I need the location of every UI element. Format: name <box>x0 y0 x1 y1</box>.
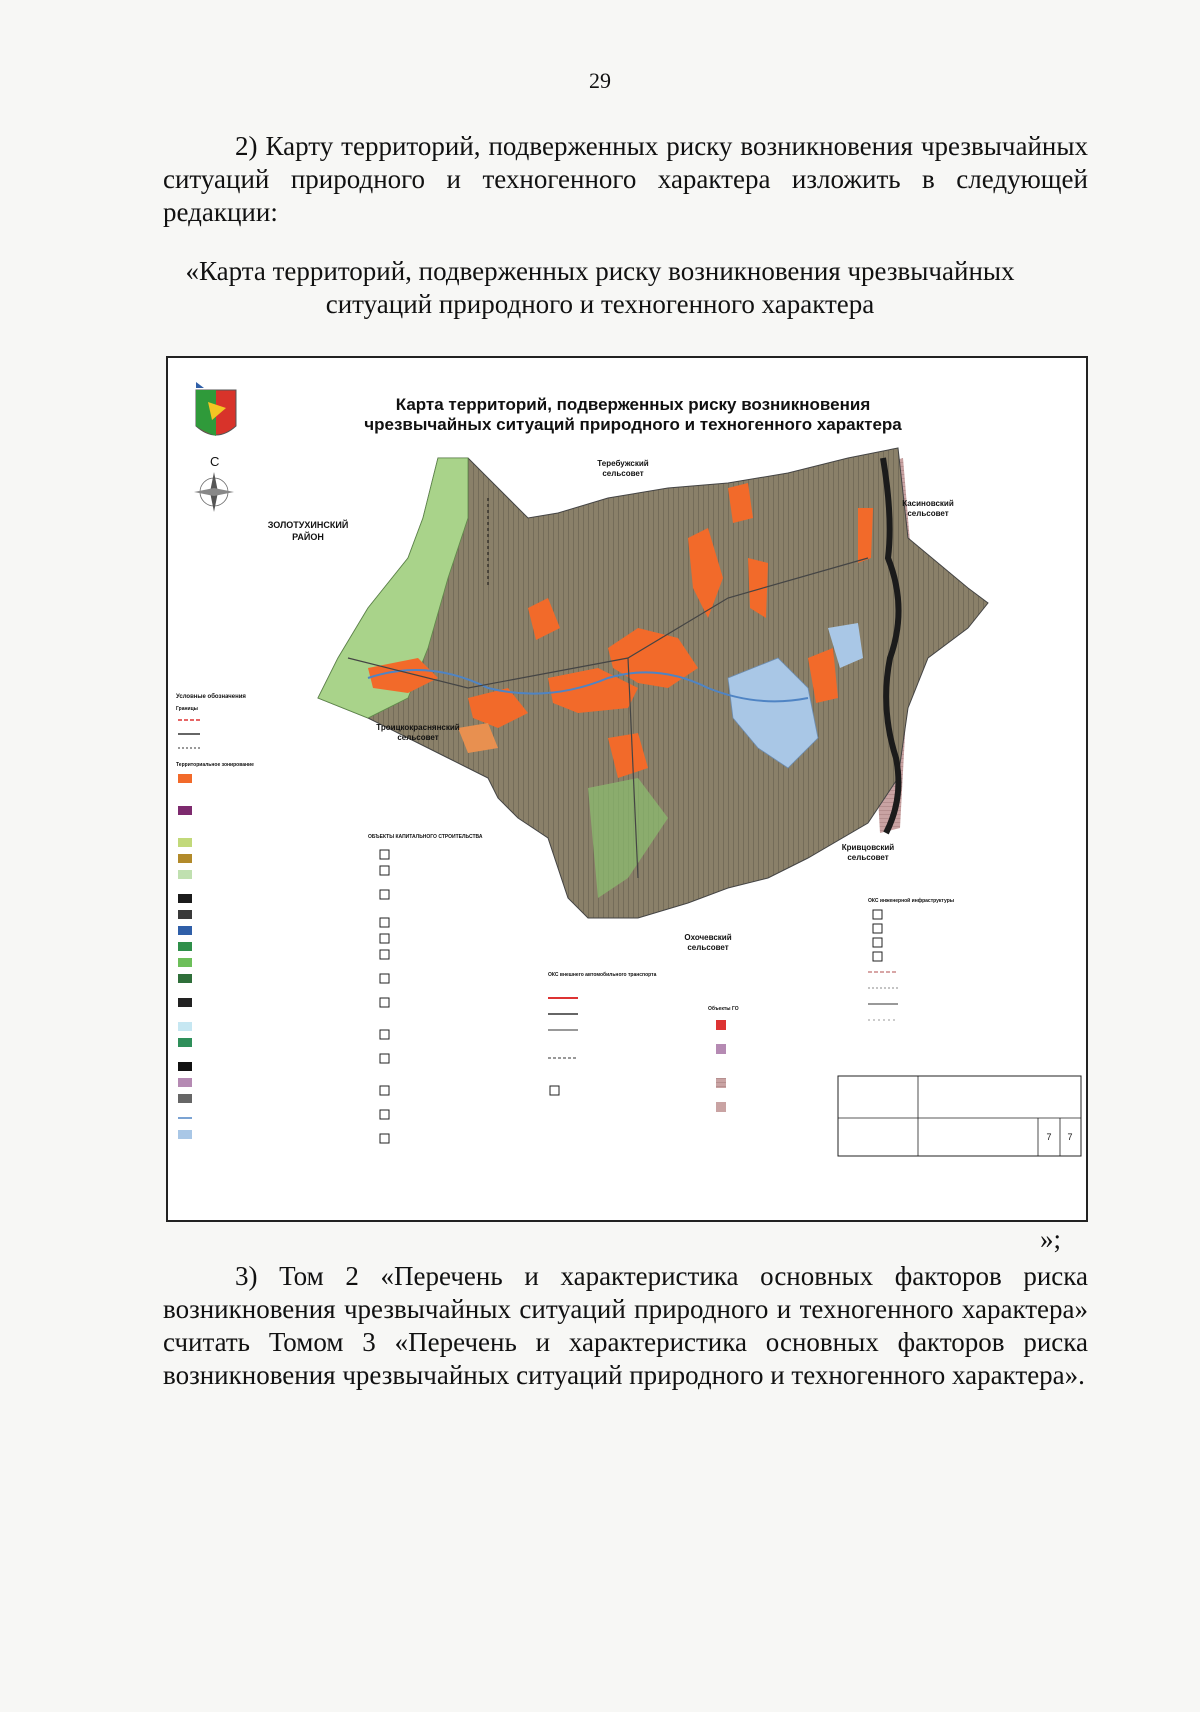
compass-north-label: С <box>210 454 220 469</box>
paragraph-2-text: 2) Карту территорий, подверженных риску возникновения чрезвычайных ситуаций природного и техногенного характера изложить в следующей редакции: <box>163 131 1088 227</box>
paragraph-3-text: 3) Том 2 «Перечень и характеристика основных факторов риска возникновения чрезвычайных ситуаций природного и техногенного характера» считать Томом 3 «Перечень и характеристика основных факторов риска возникновения чрезвычайных ситуаций природного и техногенного характера». <box>163 1261 1088 1390</box>
region-label-troitskokrasninsky-1: Троицкокраснянский <box>376 723 460 732</box>
map-image <box>166 356 1088 1222</box>
map-title-line-2: чрезвычайных ситуаций природного и техногенного характера <box>364 415 902 434</box>
coat-of-arms-icon <box>196 382 236 436</box>
stamp-sheet-number: 7 <box>1046 1132 1052 1142</box>
map-heading-line-1: «Карта территорий, подверженных риску возникновения чрезвычайных <box>185 256 1015 286</box>
region-label-krivtsovsky-1: Кривцовский <box>841 843 895 852</box>
compass-rose-icon <box>194 454 234 512</box>
legend-group-borders: Границы <box>176 706 198 712</box>
map-title-line-1: Карта территорий, подверженных риску возникновения <box>395 395 871 414</box>
region-label-terebuzhsky-1: Теребужский <box>597 459 649 468</box>
map-heading-line-2: ситуаций природного и техногенного характера <box>325 289 875 319</box>
region-label-okhochevsky-1: Охочевский <box>684 933 732 942</box>
region-label-kasinovsky-1: Касиновский <box>902 499 954 508</box>
legend-group-transport: ОКС внешнего автомобильного транспорта <box>548 972 657 978</box>
legend-left <box>176 693 254 1139</box>
legend-right <box>868 897 954 1020</box>
map-heading <box>0 255 1200 321</box>
region-label-troitskokrasninsky-2: сельсовет <box>397 733 439 742</box>
legend-group-go: Объекты ГО <box>708 1006 739 1012</box>
region-label-kasinovsky-2: сельсовет <box>907 509 949 518</box>
stamp-sheet-count: 7 <box>1067 1132 1073 1142</box>
region-label-zolotukhinsky-1: ЗОЛОТУХИНСКИЙ <box>267 520 349 530</box>
drawing-title-block <box>838 1076 1081 1156</box>
paragraph-3 <box>163 1260 1088 1392</box>
region-label-okhochevsky-2: сельсовет <box>687 943 729 952</box>
region-label-krivtsovsky-2: сельсовет <box>847 853 889 862</box>
legend-title: Условные обозначения <box>176 694 246 700</box>
region-label-terebuzhsky-2: сельсовет <box>602 469 644 478</box>
legend-group-engineering: ОКС инженерной инфраструктуры <box>868 898 955 904</box>
legend-group-capital: ОБЪЕКТЫ КАПИТАЛЬНОГО СТРОИТЕЛЬСТВА <box>368 834 483 840</box>
region-label-zolotukhinsky-2: РАЙОН <box>292 532 324 542</box>
closing-quote: »; <box>1040 1224 1062 1254</box>
paragraph-2 <box>163 130 1088 229</box>
legend-group-zoning: Территориальное зонирование <box>176 762 254 768</box>
page-number: 29 <box>589 68 611 93</box>
